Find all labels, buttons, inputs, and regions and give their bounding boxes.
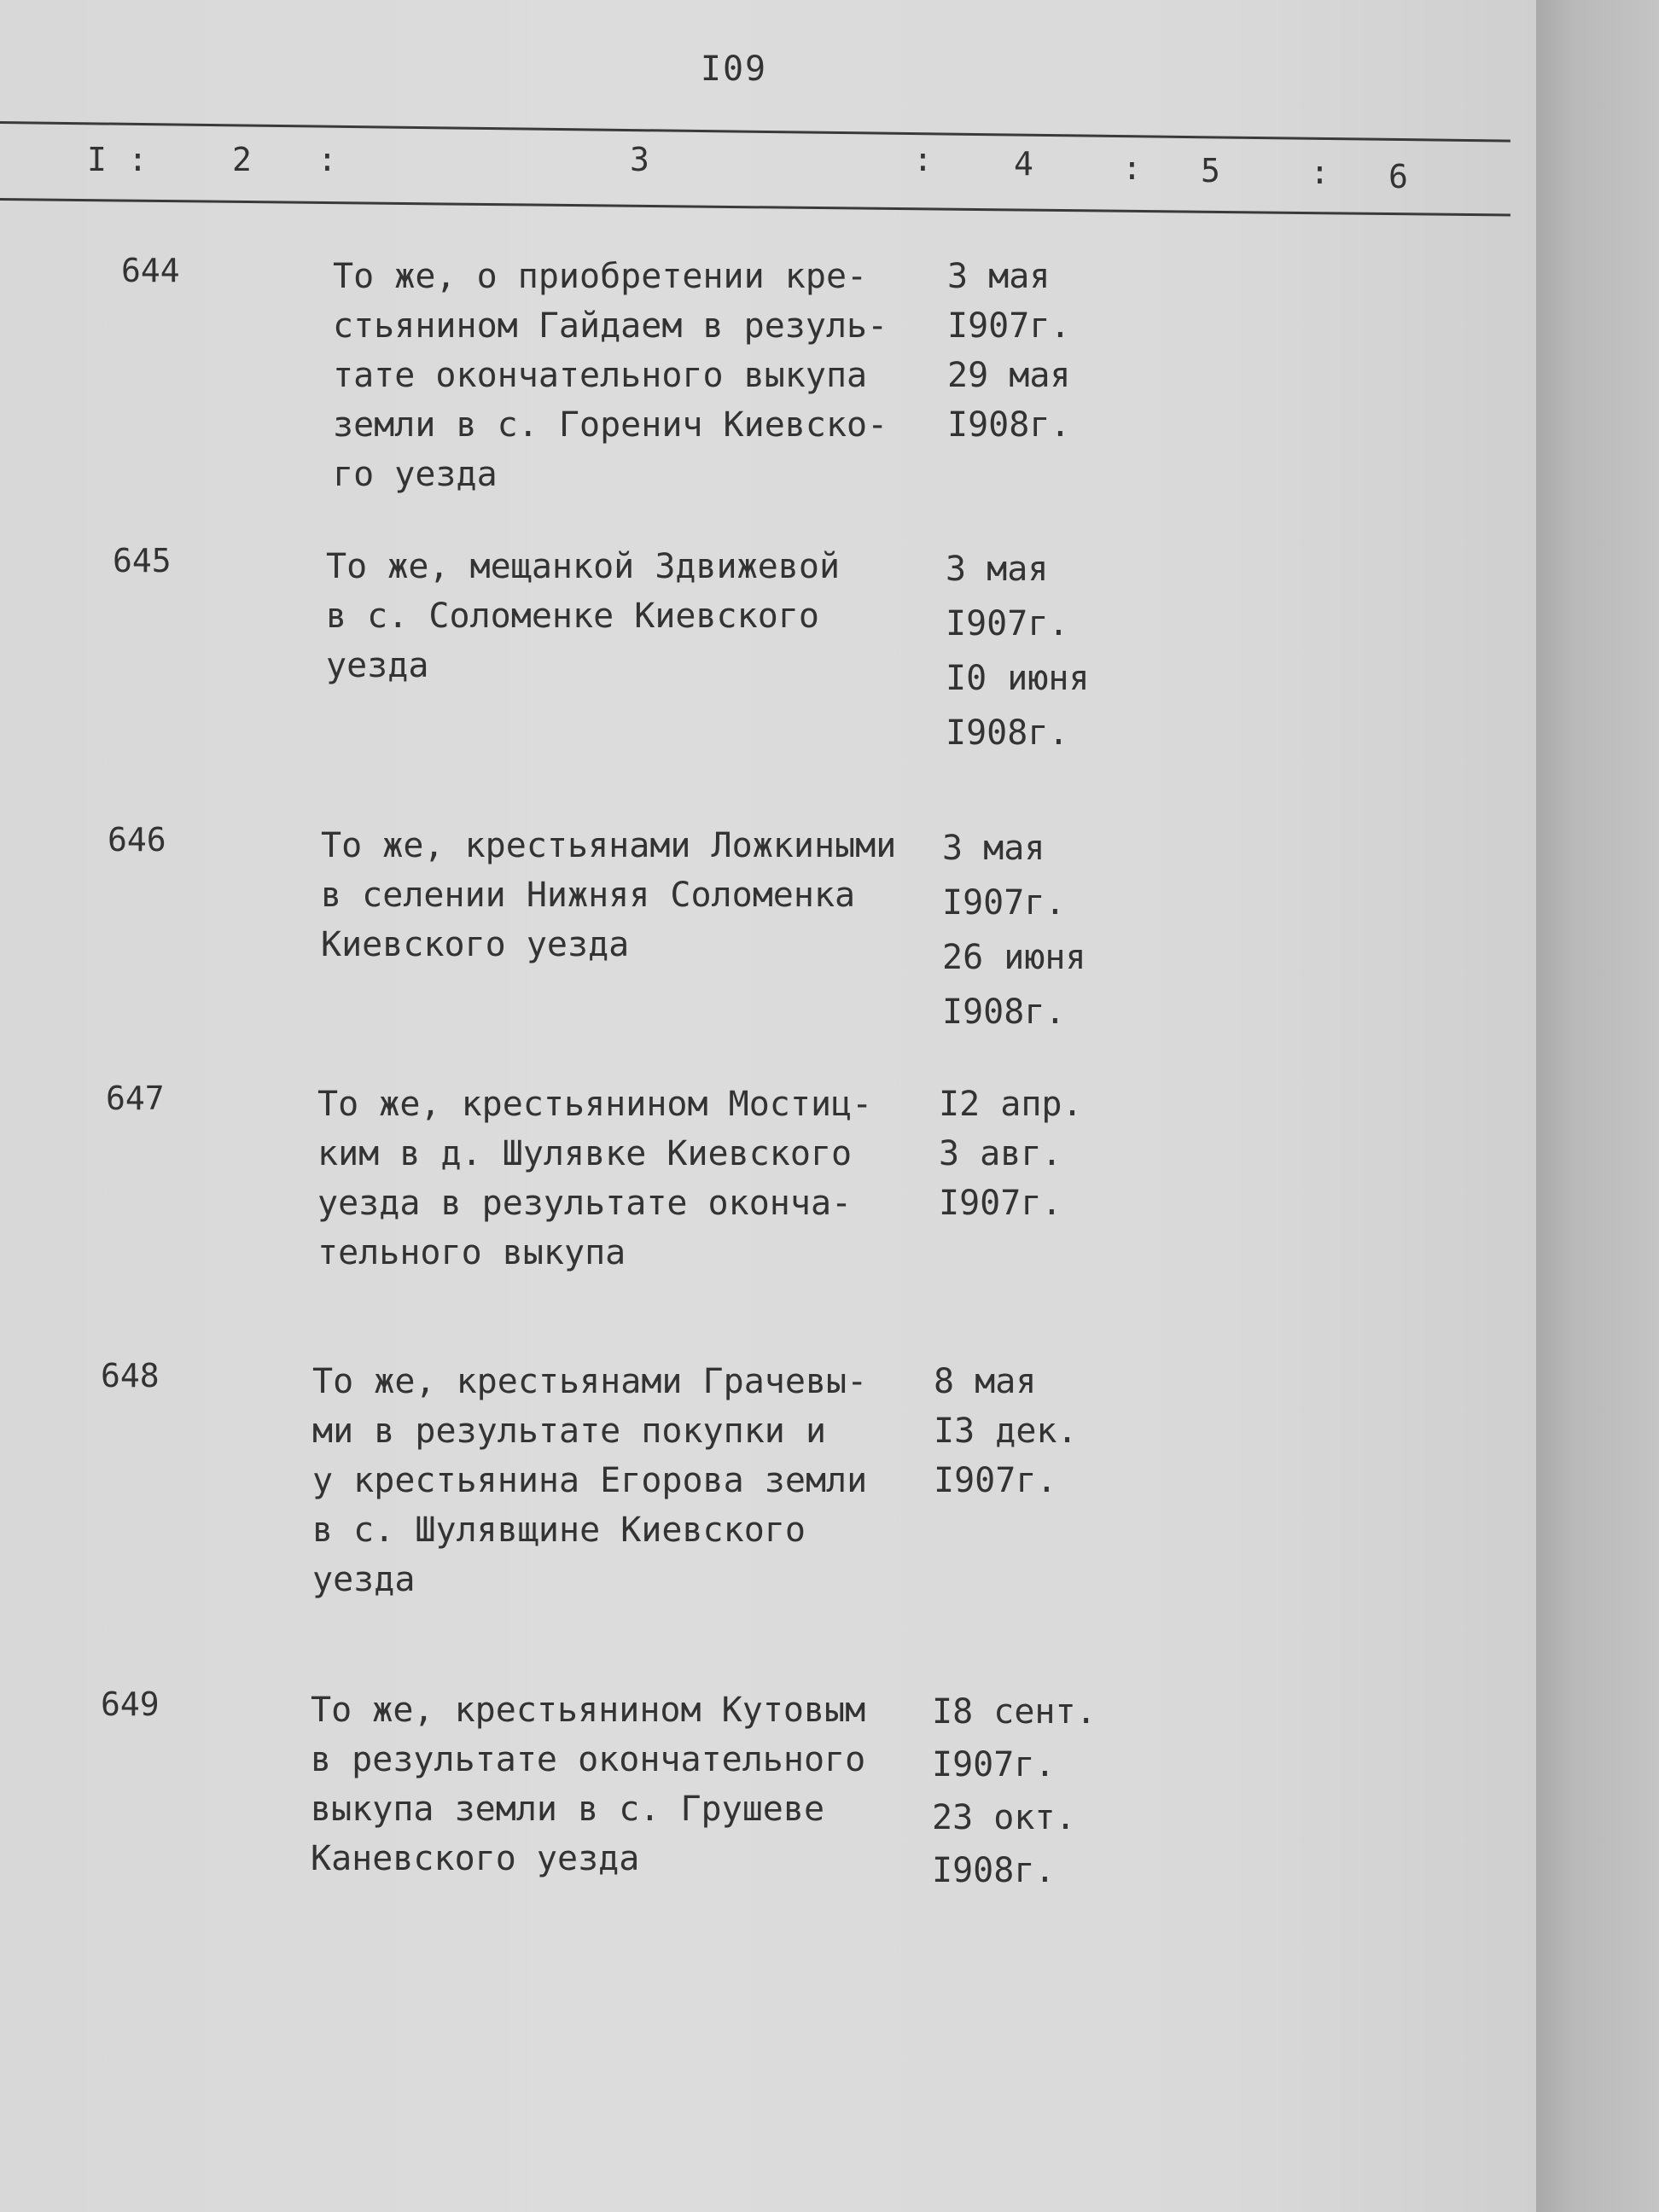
date-line: 8 мая	[934, 1362, 1037, 1401]
entry-description	[326, 542, 940, 690]
description-line: в с. Шулявщине Киевского	[312, 1511, 806, 1550]
entry-number: 644	[121, 252, 180, 289]
description-line: То же, крестьянами Грачевы-	[312, 1362, 868, 1401]
description-line: го уезда	[333, 455, 498, 494]
date-line: 3 мая	[947, 257, 1051, 296]
date-line: I0 июня	[946, 659, 1090, 698]
entry-description	[317, 1080, 932, 1278]
entry-number: 647	[106, 1080, 165, 1117]
description-line: Каневского уезда	[311, 1839, 640, 1878]
date-line: I908г.	[947, 405, 1071, 445]
description-line: То же, крестьянином Кутовым	[311, 1691, 866, 1730]
column-header-3: 3	[630, 141, 649, 178]
description-line: ким в д. Шулявке Киевского	[317, 1134, 853, 1173]
description-line: в селении Нижняя Соломенка	[321, 876, 856, 915]
date-line: I907г.	[934, 1461, 1057, 1500]
entry-description	[333, 252, 947, 499]
header-top-rule	[0, 121, 1511, 143]
date-line: I907г.	[939, 1184, 1062, 1223]
column-header-4: 4	[1014, 145, 1033, 183]
description-line: То же, мещанкой Здвижевой	[326, 547, 841, 586]
date-line: I908г.	[932, 1851, 1056, 1890]
description-line: То же, крестьянами Ложкиными	[321, 826, 897, 865]
date-line: I907г.	[947, 306, 1071, 346]
description-line: Киевского уезда	[321, 925, 630, 964]
date-line: 3 авг.	[939, 1134, 1062, 1173]
description-line: уезда	[326, 646, 429, 685]
column-separator: :	[1310, 154, 1330, 191]
description-line: уезда	[312, 1560, 416, 1599]
date-line: I907г.	[942, 883, 1066, 923]
entry-number: 645	[113, 542, 172, 579]
date-line: I907г.	[932, 1745, 1056, 1784]
description-line: ми в результате покупки и	[312, 1412, 827, 1451]
column-separator: :	[128, 141, 148, 178]
date-line: 3 мая	[942, 829, 1045, 868]
date-line: 29 мая	[947, 356, 1071, 395]
description-line: тате окончательного выкупа	[333, 356, 868, 395]
date-line: I3 дек.	[934, 1412, 1078, 1451]
description-line: у крестьянина Егорова земли	[312, 1461, 868, 1500]
description-line: выкупа земли в с. Грушеве	[311, 1790, 825, 1829]
date-line: 26 июня	[942, 938, 1086, 977]
entry-number: 648	[101, 1357, 160, 1394]
column-header-5: 5	[1201, 152, 1220, 189]
column-header-2: 2	[232, 141, 252, 178]
entry-description	[311, 1685, 925, 1883]
description-line: уезда в результате оконча-	[317, 1184, 853, 1223]
column-separator: :	[913, 141, 933, 178]
column-separator: :	[317, 141, 337, 178]
entry-dates	[947, 252, 1071, 450]
entry-number: 646	[108, 821, 166, 859]
entry-description	[321, 821, 935, 969]
date-line: 23 окт.	[932, 1798, 1076, 1837]
entry-dates	[934, 1357, 1078, 1505]
entry-dates	[942, 821, 1086, 1039]
date-line: 3 мая	[946, 550, 1049, 589]
entry-dates	[946, 542, 1090, 760]
entry-number: 649	[101, 1685, 160, 1723]
description-line: земли в с. Горенич Киевско-	[333, 405, 888, 445]
description-line: в результате окончательного	[311, 1740, 866, 1779]
date-line: I908г.	[942, 992, 1066, 1032]
column-separator: :	[1122, 149, 1142, 187]
date-line: I8 сент.	[932, 1692, 1097, 1732]
description-line: То же, крестьянином Мостиц-	[317, 1085, 873, 1124]
entry-dates	[932, 1685, 1097, 1897]
date-line: I907г.	[946, 604, 1069, 643]
date-line: I2 апр.	[939, 1085, 1083, 1124]
description-line: То же, о приобретении кре-	[333, 257, 868, 296]
page-number: I09	[700, 49, 768, 89]
page-edge	[1536, 0, 1659, 2212]
description-line: в с. Соломенке Киевского	[326, 597, 819, 636]
entry-dates	[939, 1080, 1083, 1228]
description-line: стьянином Гайдаем в резуль-	[333, 306, 888, 346]
column-header-1: I	[87, 141, 107, 178]
description-line: тельного выкупа	[317, 1233, 626, 1272]
entry-description	[312, 1357, 927, 1604]
column-header-6: 6	[1388, 158, 1408, 195]
date-line: I908г.	[946, 713, 1069, 753]
header-bottom-rule	[0, 198, 1511, 217]
